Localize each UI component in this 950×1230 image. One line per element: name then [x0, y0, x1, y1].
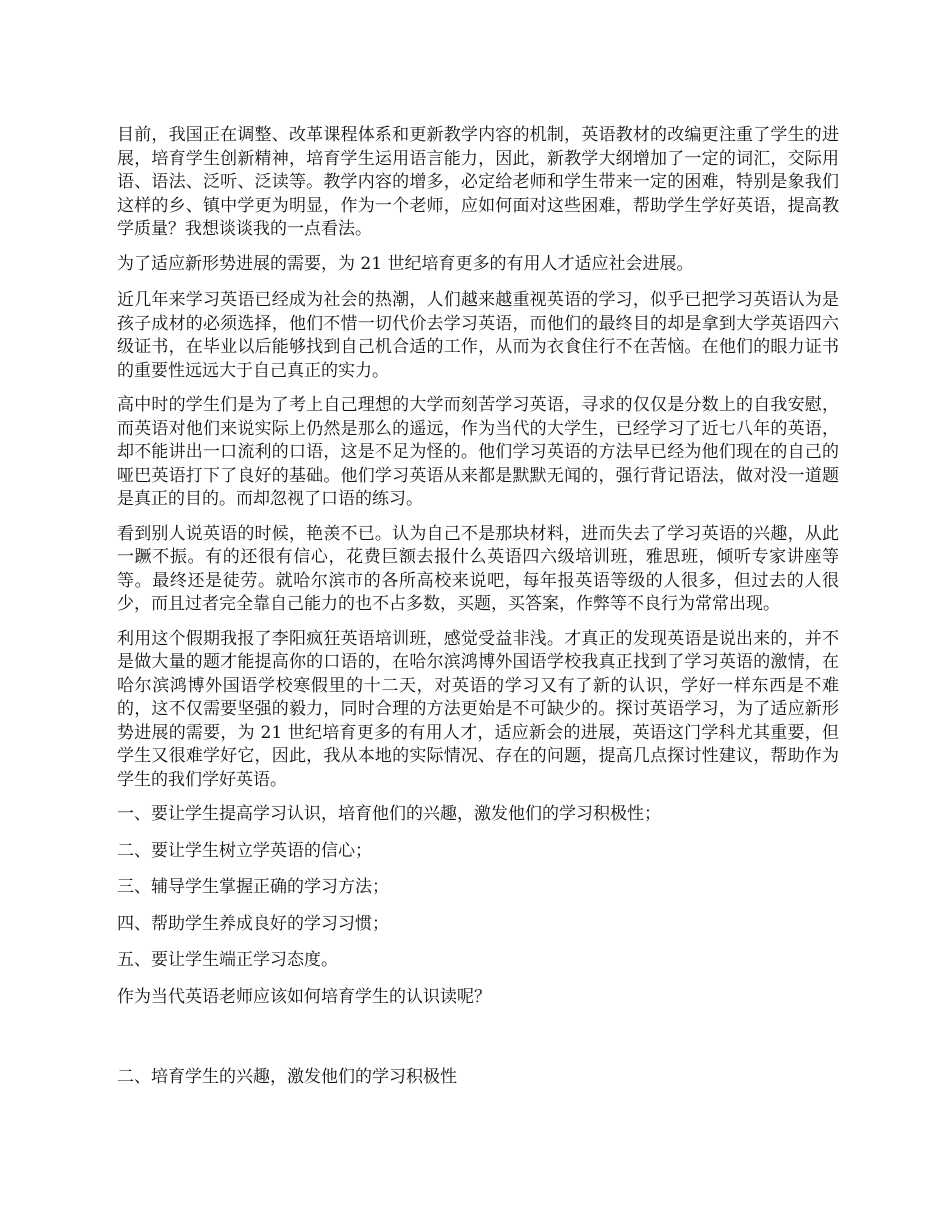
list-item-3: 三、辅导学生掌握正确的学习方法； — [117, 877, 389, 897]
paragraph-intro: 目前，我国正在调整、改革课程体系和更新教学内容的机制，英语教材的改编更注重了学生的进展，培育学生创新精神，培育学生运用语言能力，因此，新教学大纲增加了一定的词汇，交际用语、语法、泛听、泛读等。教学内容的增多，必定给老师和学生带来一定的困难，特别是象我们这样的乡、镇中学更为明显，作为一个老师，应如何面对这些困难，帮助学生学好英语，提高教学质量？我想谈谈我的一点看法。 — [117, 125, 839, 239]
document-body — [117, 124, 839, 1103]
list-item-5: 五、要让学生端正学习态度。 — [117, 950, 338, 970]
paragraph-trend: 近几年来学习英语已经成为社会的热潮，人们越来越重视英语的学习，似乎已把学习英语认为是孩子成材的必须选择，他们不惜一切代价去学习英语，而他们的最终目的却是拿到大学英语四六级证书，在毕业以后能够找到自己机合适的工作，从而为衣食住行不在苦恼。在他们的眼力证书的重要性远远大于自己真正的实力。 — [117, 290, 839, 381]
list-item-2: 二、要让学生树立学英语的信心； — [117, 840, 372, 861]
list-item-4: 四、帮助学生养成良好的学习习惯； — [117, 913, 389, 934]
blank-space — [117, 1022, 839, 1066]
list-item-1: 一、要让学生提高学习认识，培育他们的兴趣，激发他们的学习积极性； — [117, 804, 661, 824]
paragraph-question: 作为当代英语老师应该如何培育学生的认识读呢？ — [117, 986, 491, 1007]
paragraph-envy: 看到别人说英语的时候，艳羡不已。认为自己不是那块材料，进而失去了学习英语的兴趣，从此一蹶不振。有的还很有信心，花费巨额去报什么英语四六级培训班，雅思班，倾听专家讲座等等。最终还是徒劳。就哈尔滨市的各所高校来说吧，每年报英语等级的人很多，但过去的人很少，而且过者完全靠自己能力的也不占多数，买题，买答案，作弊等不良行为常常出现。 — [117, 523, 839, 614]
paragraph-high-school: 高中时的学生们是为了考上自己理想的大学而刻苦学习英语，寻求的仅仅是分数上的自我安慰，而英语对他们来说实际上仍然是那么的遥远，作为当代的大学生，已经学习了近七八年的英语，却不能讲出一口流利的口语，这是不足为怪的。他们学习英语的方法早已经为他们现在的自己的哑巴英语打下了良好的基础。他们学习英语从来都是默默无闻的，强行背记语法，做对没一道题是真正的目的。而却忽视了口语的练习。 — [117, 395, 839, 509]
paragraph-holiday: 利用这个假期我报了李阳疯狂英语培训班，感觉受益非浅。才真正的发现英语是说出来的，并不是做大量的题才能提高你的口语的，在哈尔滨鸿博外国语学校我真正找到了学习英语的激情，在哈尔滨鸿博外国语学校寒假里的十二天，对英语的学习又有了新的认识，学好一样东西是不难的，这不仅需要坚强的毅力，同时合理的方法更始是不可缺少的。探讨英语学习，为了适应新形势进展的需要，为 21 世纪培育更多的有用人才，适应新会的进展，英语这门学科尤其重要，但学生又很难学好它，因此，我从本地的实际情况、存在的问题，提高几点探讨性建议，帮助作为学生的我们学好英语。 — [117, 628, 839, 790]
paragraph-purpose: 为了适应新形势进展的需要，为 21 世纪培育更多的有用人才适应社会进展。 — [117, 253, 694, 274]
section-heading: 二、培育学生的兴趣，激发他们的学习积极性 — [117, 1067, 457, 1087]
